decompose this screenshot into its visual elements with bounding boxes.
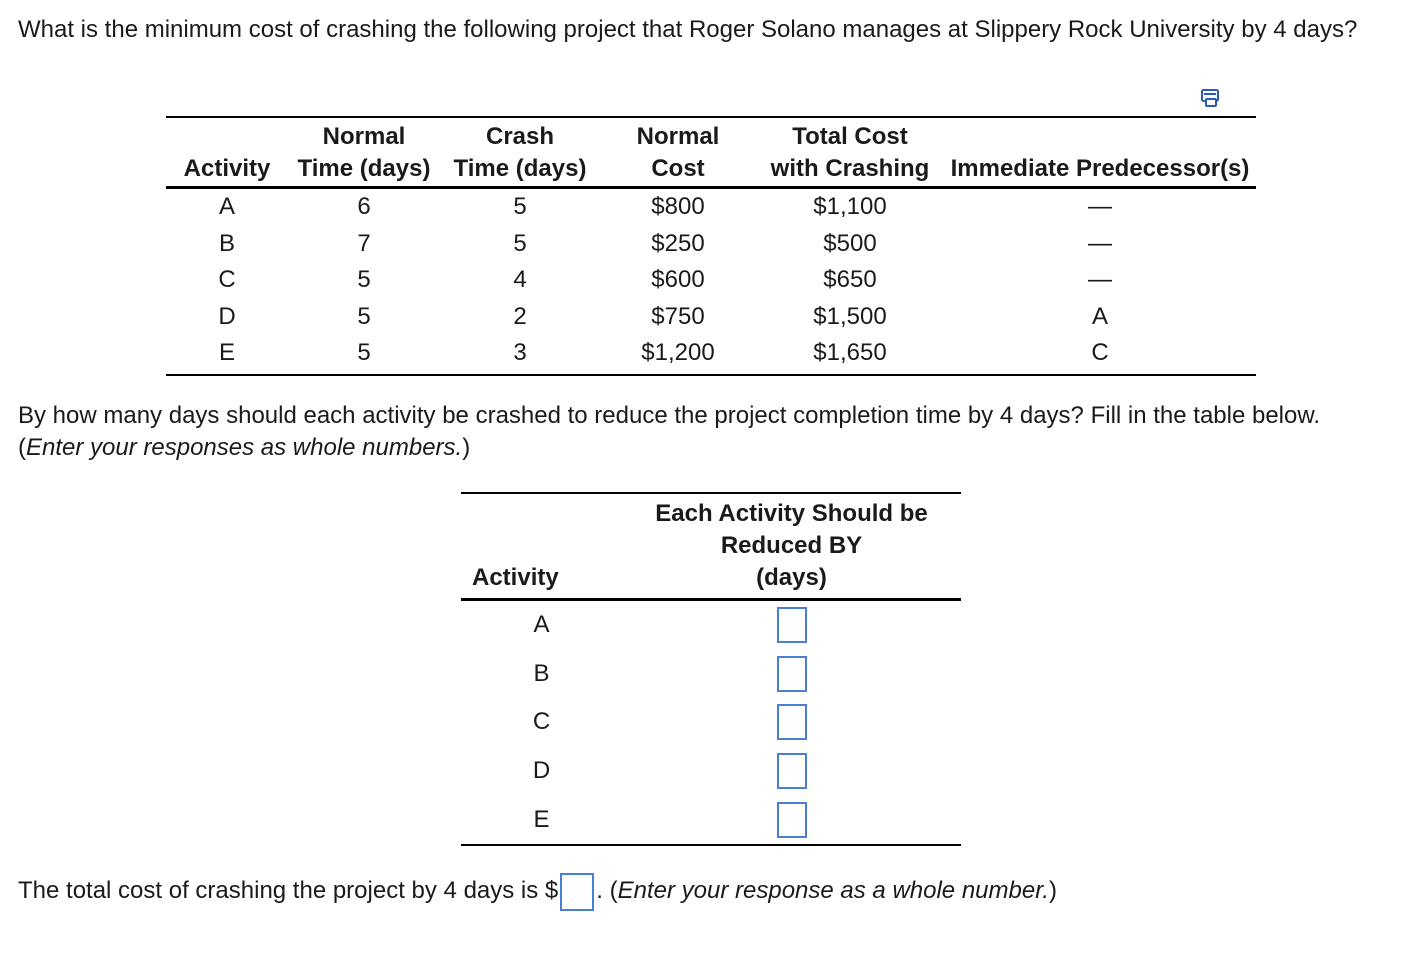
answer-activity-label: C [532,708,551,736]
cell-total-cost: $1,500 [813,302,887,330]
instruction-close: ) [462,434,471,461]
answer-input-cell [622,600,961,650]
cell-total-cost: $1,650 [813,339,887,366]
cell-predecessors: — [1088,266,1112,293]
cell-normal-cost: $600 [651,266,705,293]
answer-activity-label: B [533,659,550,687]
reduce-days-input-d[interactable] [777,753,807,789]
question-text: What is the minimum cost of crashing the following project that Roger Solano manages at Slippery Rock University by 4 days? [18,16,1358,43]
answer-header-line3: (days) [756,564,827,591]
answer-activity-label: A [533,611,550,639]
answer-input-cell [622,698,961,747]
header-activity: Activity [166,153,288,188]
cell-predecessors: A [1091,302,1108,330]
header-predecessors: Immediate Predecessor(s) [944,153,1256,188]
header-activity-1 [166,117,288,153]
copy-icon[interactable] [1200,88,1222,108]
cell-normal-cost: $800 [651,193,705,220]
answer-row [461,650,961,699]
cell-crash-time: 4 [513,266,527,293]
cell-activity: D [218,302,236,330]
instruction-body: By how many days should each activity be crashed to reduce the project completion time by 4 days? Fill in the table below. ( [18,402,1321,461]
header-normal-time-1: Normal [322,123,406,150]
header-crash-time-1: Crash [485,123,555,150]
cell-crash-time: 5 [513,229,527,257]
cell-normal-time: 7 [357,229,371,257]
answer-activity-label: E [533,805,550,833]
answer-row [461,747,961,796]
cell-normal-cost: $750 [651,302,705,330]
cell-normal-cost: $250 [651,229,705,257]
reduce-days-input-a[interactable] [777,607,807,643]
answer-header-reduced [622,493,961,600]
answer-row [461,600,961,650]
table-row [166,262,1256,299]
header-normal-cost: Cost [600,153,756,188]
header-total-cost: with Crashing [756,153,944,188]
total-cost-prefix: The total cost of crashing the project by 4 days is $ [18,877,559,904]
total-hint-open: ( [609,877,618,904]
header-total-cost-1: Total Cost [792,123,908,150]
instruction-hint: Enter your responses as whole numbers. [26,434,463,461]
cell-crash-time: 2 [513,302,527,330]
cell-predecessors: — [1088,193,1112,220]
total-cost-suffix: . [596,877,603,904]
header-normal-cost-1: Normal [636,123,720,150]
answer-input-cell [622,650,961,699]
answer-header-line1: Each Activity Should be [655,500,928,527]
cell-predecessors: — [1088,229,1112,257]
cell-normal-cost: $1,200 [641,339,715,366]
answer-row [461,795,961,845]
reduce-days-input-c[interactable] [777,704,807,740]
table-row [166,335,1256,375]
activity-data-table [166,116,1256,376]
total-cost-input[interactable] [560,873,594,911]
table-row [166,188,1256,226]
instruction-text [18,400,1388,464]
table-row [166,226,1256,263]
answer-input-cell [622,795,961,845]
cell-activity: B [218,229,235,257]
reduce-days-input-b[interactable] [777,656,807,692]
cell-crash-time: 5 [513,193,527,220]
total-hint-close: ) [1048,877,1057,904]
cell-crash-time: 3 [513,339,527,366]
header-normal-time: Time (days) [288,153,440,188]
cell-normal-time: 5 [357,266,371,293]
cell-activity: C [218,266,236,293]
cell-predecessors: C [1091,339,1109,366]
reduce-days-input-e[interactable] [777,802,807,838]
answer-header-activity: Activity [461,493,622,600]
answer-activity-label: D [532,757,551,785]
header-crash-time: Time (days) [440,153,600,188]
answer-table [461,492,961,846]
cell-total-cost: $650 [823,266,877,293]
cell-normal-time: 5 [357,302,371,330]
table-row [166,299,1256,336]
cell-normal-time: 6 [357,193,371,220]
cell-normal-time: 5 [357,339,371,366]
answer-header-line2: Reduced BY [720,532,863,559]
cell-total-cost: $1,100 [813,193,887,220]
total-cost-line [18,872,1057,911]
answer-row [461,698,961,747]
total-cost-hint: Enter your response as a whole number. [617,877,1049,904]
cell-activity: A [218,193,235,220]
answer-input-cell [622,747,961,796]
cell-total-cost: $500 [823,229,877,257]
cell-activity: E [218,339,235,366]
header-predecessors-1 [944,117,1256,153]
